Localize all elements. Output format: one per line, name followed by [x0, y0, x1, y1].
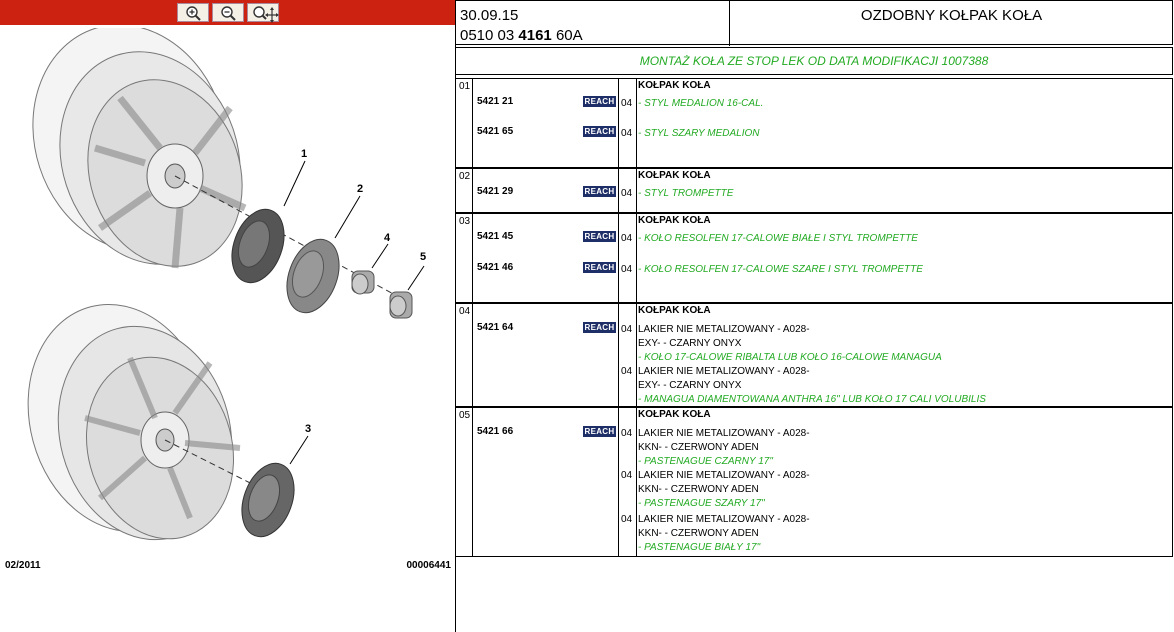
cap-part-3 — [232, 456, 303, 544]
column-divider — [472, 214, 473, 302]
illustration-code: 00006441 — [406, 560, 451, 571]
callout-1: 1 — [301, 148, 308, 160]
part-description: KKN- - CZERWONY ADEN — [638, 528, 759, 539]
part-description: EXY- - CZARNY ONYX — [638, 338, 742, 349]
column-divider — [636, 408, 637, 556]
group-number: 04 — [459, 306, 471, 317]
zoom-out-icon — [213, 4, 245, 23]
column-divider — [472, 169, 473, 212]
part-number[interactable]: 5421 66 — [477, 426, 514, 437]
part-condition: - KOŁO 17-CALOWE RIBALTA LUB KOŁO 16-CALOWE MANAGUA — [638, 352, 942, 363]
quantity: 04 — [621, 188, 633, 199]
part-number[interactable]: 5421 21 — [477, 96, 514, 107]
quantity: 04 — [621, 514, 633, 525]
group-number: 03 — [459, 216, 471, 227]
part-number[interactable]: 5421 65 — [477, 126, 514, 137]
column-divider — [472, 408, 473, 556]
header-reference — [460, 27, 583, 44]
alloy-wheel-upper — [4, 28, 267, 288]
zoom-out-button[interactable] — [212, 3, 244, 22]
part-condition: - MANAGUA DIAMENTOWANA ANTHRA 16" LUB KOŁO 17 CALI VOLUBILIS — [638, 394, 986, 405]
reach-badge[interactable]: REACH — [584, 263, 615, 272]
zoom-pan-icon — [248, 4, 280, 23]
reach-badge[interactable]: REACH — [584, 427, 615, 436]
quantity: 04 — [621, 470, 633, 481]
part-condition: - STYL MEDALION 16-CAL. — [638, 98, 764, 109]
ref-bold: 4161 — [518, 27, 552, 44]
quantity: 04 — [621, 264, 633, 275]
reach-badge[interactable]: REACH — [584, 232, 615, 241]
group-title: KOŁPAK KOŁA — [638, 215, 711, 226]
group-number: 05 — [459, 410, 471, 421]
parts-panel — [456, 0, 1174, 632]
group-title: KOŁPAK KOŁA — [638, 305, 711, 316]
zoom-toolbar — [0, 0, 455, 25]
group-title: KOŁPAK KOŁA — [638, 409, 711, 420]
cap-part-5 — [390, 292, 412, 318]
wheel-cap-exploded-diagram — [0, 28, 455, 558]
part-number[interactable]: 5421 29 — [477, 186, 514, 197]
quantity: 04 — [621, 366, 633, 377]
condition-banner: MONTAŻ KOŁA ZE STOP LEK OD DATA MODIFIKACJI 1007388 — [456, 47, 1173, 75]
part-description: LAKIER NIE METALIZOWANY - A028- — [638, 470, 810, 481]
part-condition: - PASTENAGUE SZARY 17" — [638, 498, 765, 509]
quantity: 04 — [621, 233, 633, 244]
reach-badge[interactable]: REACH — [584, 127, 615, 136]
reach-badge[interactable]: REACH — [584, 187, 615, 196]
group-title: KOŁPAK KOŁA — [638, 170, 711, 181]
illustration-date: 02/2011 — [5, 560, 41, 571]
part-description: LAKIER NIE METALIZOWANY - A028- — [638, 428, 810, 439]
callout-2: 2 — [357, 183, 364, 195]
part-number[interactable]: 5421 46 — [477, 262, 514, 273]
illustration-panel — [0, 0, 455, 632]
zoom-pan-button[interactable] — [247, 3, 279, 22]
part-group — [456, 168, 1173, 213]
column-divider — [618, 79, 619, 167]
column-divider — [636, 214, 637, 302]
reach-badge[interactable]: REACH — [584, 97, 615, 106]
column-divider — [618, 304, 619, 406]
column-divider — [636, 304, 637, 406]
part-group — [456, 78, 1173, 168]
cap-part-4 — [352, 271, 374, 294]
part-group — [456, 407, 1173, 557]
quantity: 04 — [621, 428, 633, 439]
column-divider — [472, 304, 473, 406]
part-description: LAKIER NIE METALIZOWANY - A028- — [638, 514, 810, 525]
column-divider — [618, 214, 619, 302]
callout-3: 3 — [305, 423, 312, 435]
part-number[interactable]: 5421 64 — [477, 322, 514, 333]
parts-header — [456, 0, 1173, 45]
cap-part-2 — [277, 232, 348, 320]
column-divider — [472, 79, 473, 167]
quantity: 04 — [621, 324, 633, 335]
header-date: 30.09.15 — [460, 7, 519, 24]
part-description: LAKIER NIE METALIZOWANY - A028- — [638, 324, 810, 335]
quantity: 04 — [621, 98, 633, 109]
part-condition: - PASTENAGUE BIAŁY 17" — [638, 542, 761, 553]
group-number: 01 — [459, 81, 471, 92]
part-description: KKN- - CZERWONY ADEN — [638, 484, 759, 495]
part-condition: - PASTENAGUE CZARNY 17" — [638, 456, 773, 467]
reach-badge[interactable]: REACH — [584, 323, 615, 332]
part-description: EXY- - CZARNY ONYX — [638, 380, 742, 391]
part-condition: - STYL TROMPETTE — [638, 188, 734, 199]
column-divider — [636, 169, 637, 212]
ref-prefix: 0510 03 — [460, 27, 515, 44]
quantity: 04 — [621, 128, 633, 139]
group-title: KOŁPAK KOŁA — [638, 80, 711, 91]
part-condition: - STYL SZARY MEDALION — [638, 128, 760, 139]
part-group — [456, 303, 1173, 407]
part-description: KKN- - CZERWONY ADEN — [638, 442, 759, 453]
part-group — [456, 213, 1173, 303]
part-condition: - KOŁO RESOLFEN 17-CALOWE BIAŁE I STYL TROMPETTE — [638, 233, 918, 244]
column-divider — [618, 169, 619, 212]
part-description: LAKIER NIE METALIZOWANY - A028- — [638, 366, 810, 377]
alloy-wheel-lower — [3, 284, 255, 558]
column-divider — [636, 79, 637, 167]
ref-suffix: 60A — [555, 27, 583, 44]
zoom-in-icon — [178, 4, 210, 23]
callout-5: 5 — [420, 251, 427, 263]
part-number[interactable]: 5421 45 — [477, 231, 514, 242]
part-condition: - KOŁO RESOLFEN 17-CALOWE SZARE I STYL TROMPETTE — [638, 264, 923, 275]
zoom-in-button[interactable] — [177, 3, 209, 22]
column-divider — [618, 408, 619, 556]
callout-4: 4 — [384, 232, 391, 244]
page-title: OZDOBNY KOŁPAK KOŁA — [860, 7, 1043, 24]
group-number: 02 — [459, 171, 471, 182]
